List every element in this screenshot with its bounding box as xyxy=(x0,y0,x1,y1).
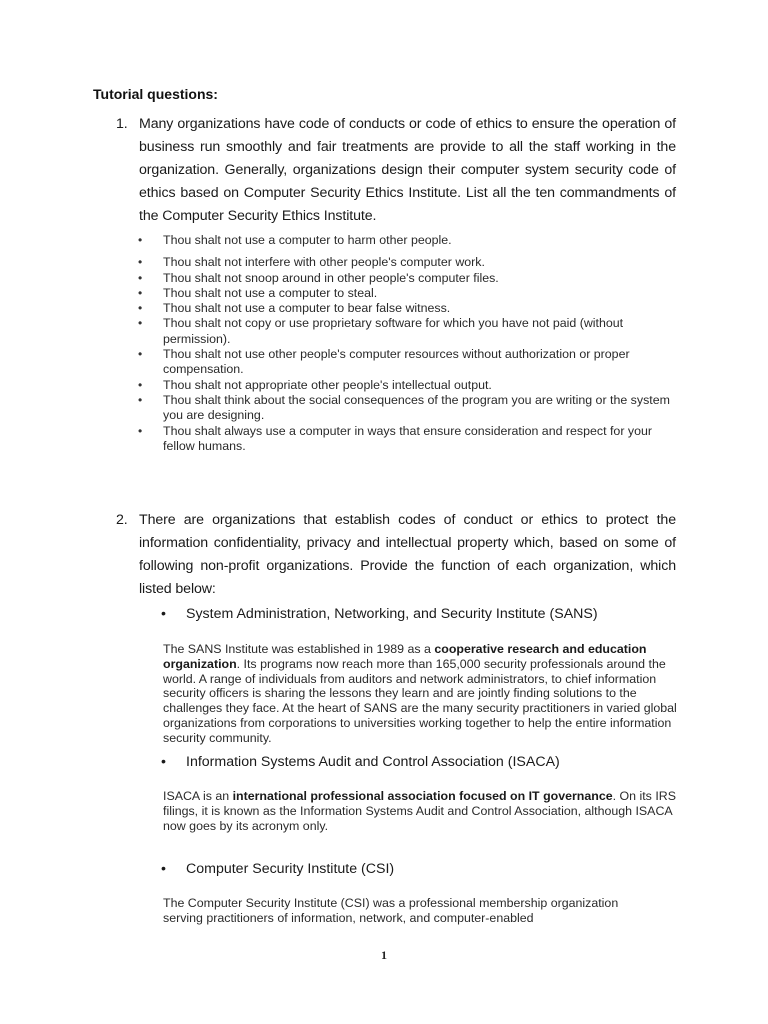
list-item: • Thou shalt think about the social consequences of the program you are writing or the system you are designing. xyxy=(136,393,681,424)
list-item: • Thou shalt not snoop around in other people's computer files. xyxy=(136,271,681,286)
desc-text: The SANS Institute was established in 1989 as a xyxy=(163,642,435,656)
list-item: • Thou shalt not appropriate other people's intellectual output. xyxy=(136,378,681,393)
org-name: Computer Security Institute (CSI) xyxy=(186,861,395,877)
bullet-icon: • xyxy=(161,861,166,877)
question-1 xyxy=(116,113,676,228)
question-number: 2. xyxy=(116,512,128,528)
desc-text: The Computer Security Institute (CSI) was a professional membership organization serving practitioners of information, network, and computer-enabled xyxy=(163,896,619,925)
question-text: There are organizations that establish codes of conduct or ethics to protect the information confidentiality, privacy and intellectual property which, based on some of following non-profit organizations. Provide the function of each organization, which listed below: xyxy=(139,512,676,597)
desc-bold-text: international professional association focused on IT governance xyxy=(232,789,613,803)
question-text: Many organizations have code of conducts or code of ethics to ensure the operation of business run smoothly and fair treatments are provide to all the staff working in the organization. Generally, organizations design their computer system security code of ethics based on Computer Security Ethics Institute. List all the ten commandments of the Computer Security Ethics Institute. xyxy=(139,116,676,224)
org-name: Information Systems Audit and Control Association (ISACA) xyxy=(186,754,560,770)
commandments-list xyxy=(136,233,681,454)
list-item: • Thou shalt not use other people's computer resources without authorization or proper compensation. xyxy=(136,347,681,378)
page-number: 1 xyxy=(381,948,387,962)
list-item: • Thou shalt not interfere with other people's computer work. xyxy=(136,255,681,270)
question-number: 1. xyxy=(116,116,128,132)
org-description-isaca xyxy=(163,789,683,833)
desc-text: . On its IRS filings, it is known as the Information Systems Audit and Control Association, although ISACA now goes by its acronym only. xyxy=(163,789,676,833)
org-name: System Administration, Networking, and Security Institute (SANS) xyxy=(186,606,598,622)
org-bullet-csi xyxy=(161,861,394,877)
org-bullet-isaca xyxy=(161,754,560,770)
question-2 xyxy=(116,509,676,601)
list-item: • Thou shalt not use a computer to steal. xyxy=(136,286,681,301)
org-description-sans xyxy=(163,642,683,746)
list-item: • Thou shalt always use a computer in ways that ensure consideration and respect for your fellow humans. xyxy=(136,424,681,455)
list-item: • Thou shalt not copy or use proprietary software for which you have not paid (without permission). xyxy=(136,316,681,347)
desc-text: . Its programs now reach more than 165,000 security professionals around the world. A range of individuals from auditors and network administrators, to chief information security officers is sharing the lessons they learn and are jointly finding solutions to the challenges they face. At the heart of SANS are the many security practitioners in varied global organizations from corporations to universities working together to help the entire information security community. xyxy=(163,656,677,745)
org-description-csi xyxy=(163,896,653,926)
list-item: • Thou shalt not use a computer to harm other people. xyxy=(136,233,681,248)
desc-bold-text: cooperative research and education organization xyxy=(163,642,647,671)
org-bullet-sans xyxy=(161,606,598,622)
desc-text: ISACA is an xyxy=(163,789,233,803)
bullet-icon: • xyxy=(161,606,166,622)
bullet-icon: • xyxy=(161,754,166,770)
list-item: • Thou shalt not use a computer to bear false witness. xyxy=(136,301,681,316)
page-heading: Tutorial questions: xyxy=(93,86,218,102)
